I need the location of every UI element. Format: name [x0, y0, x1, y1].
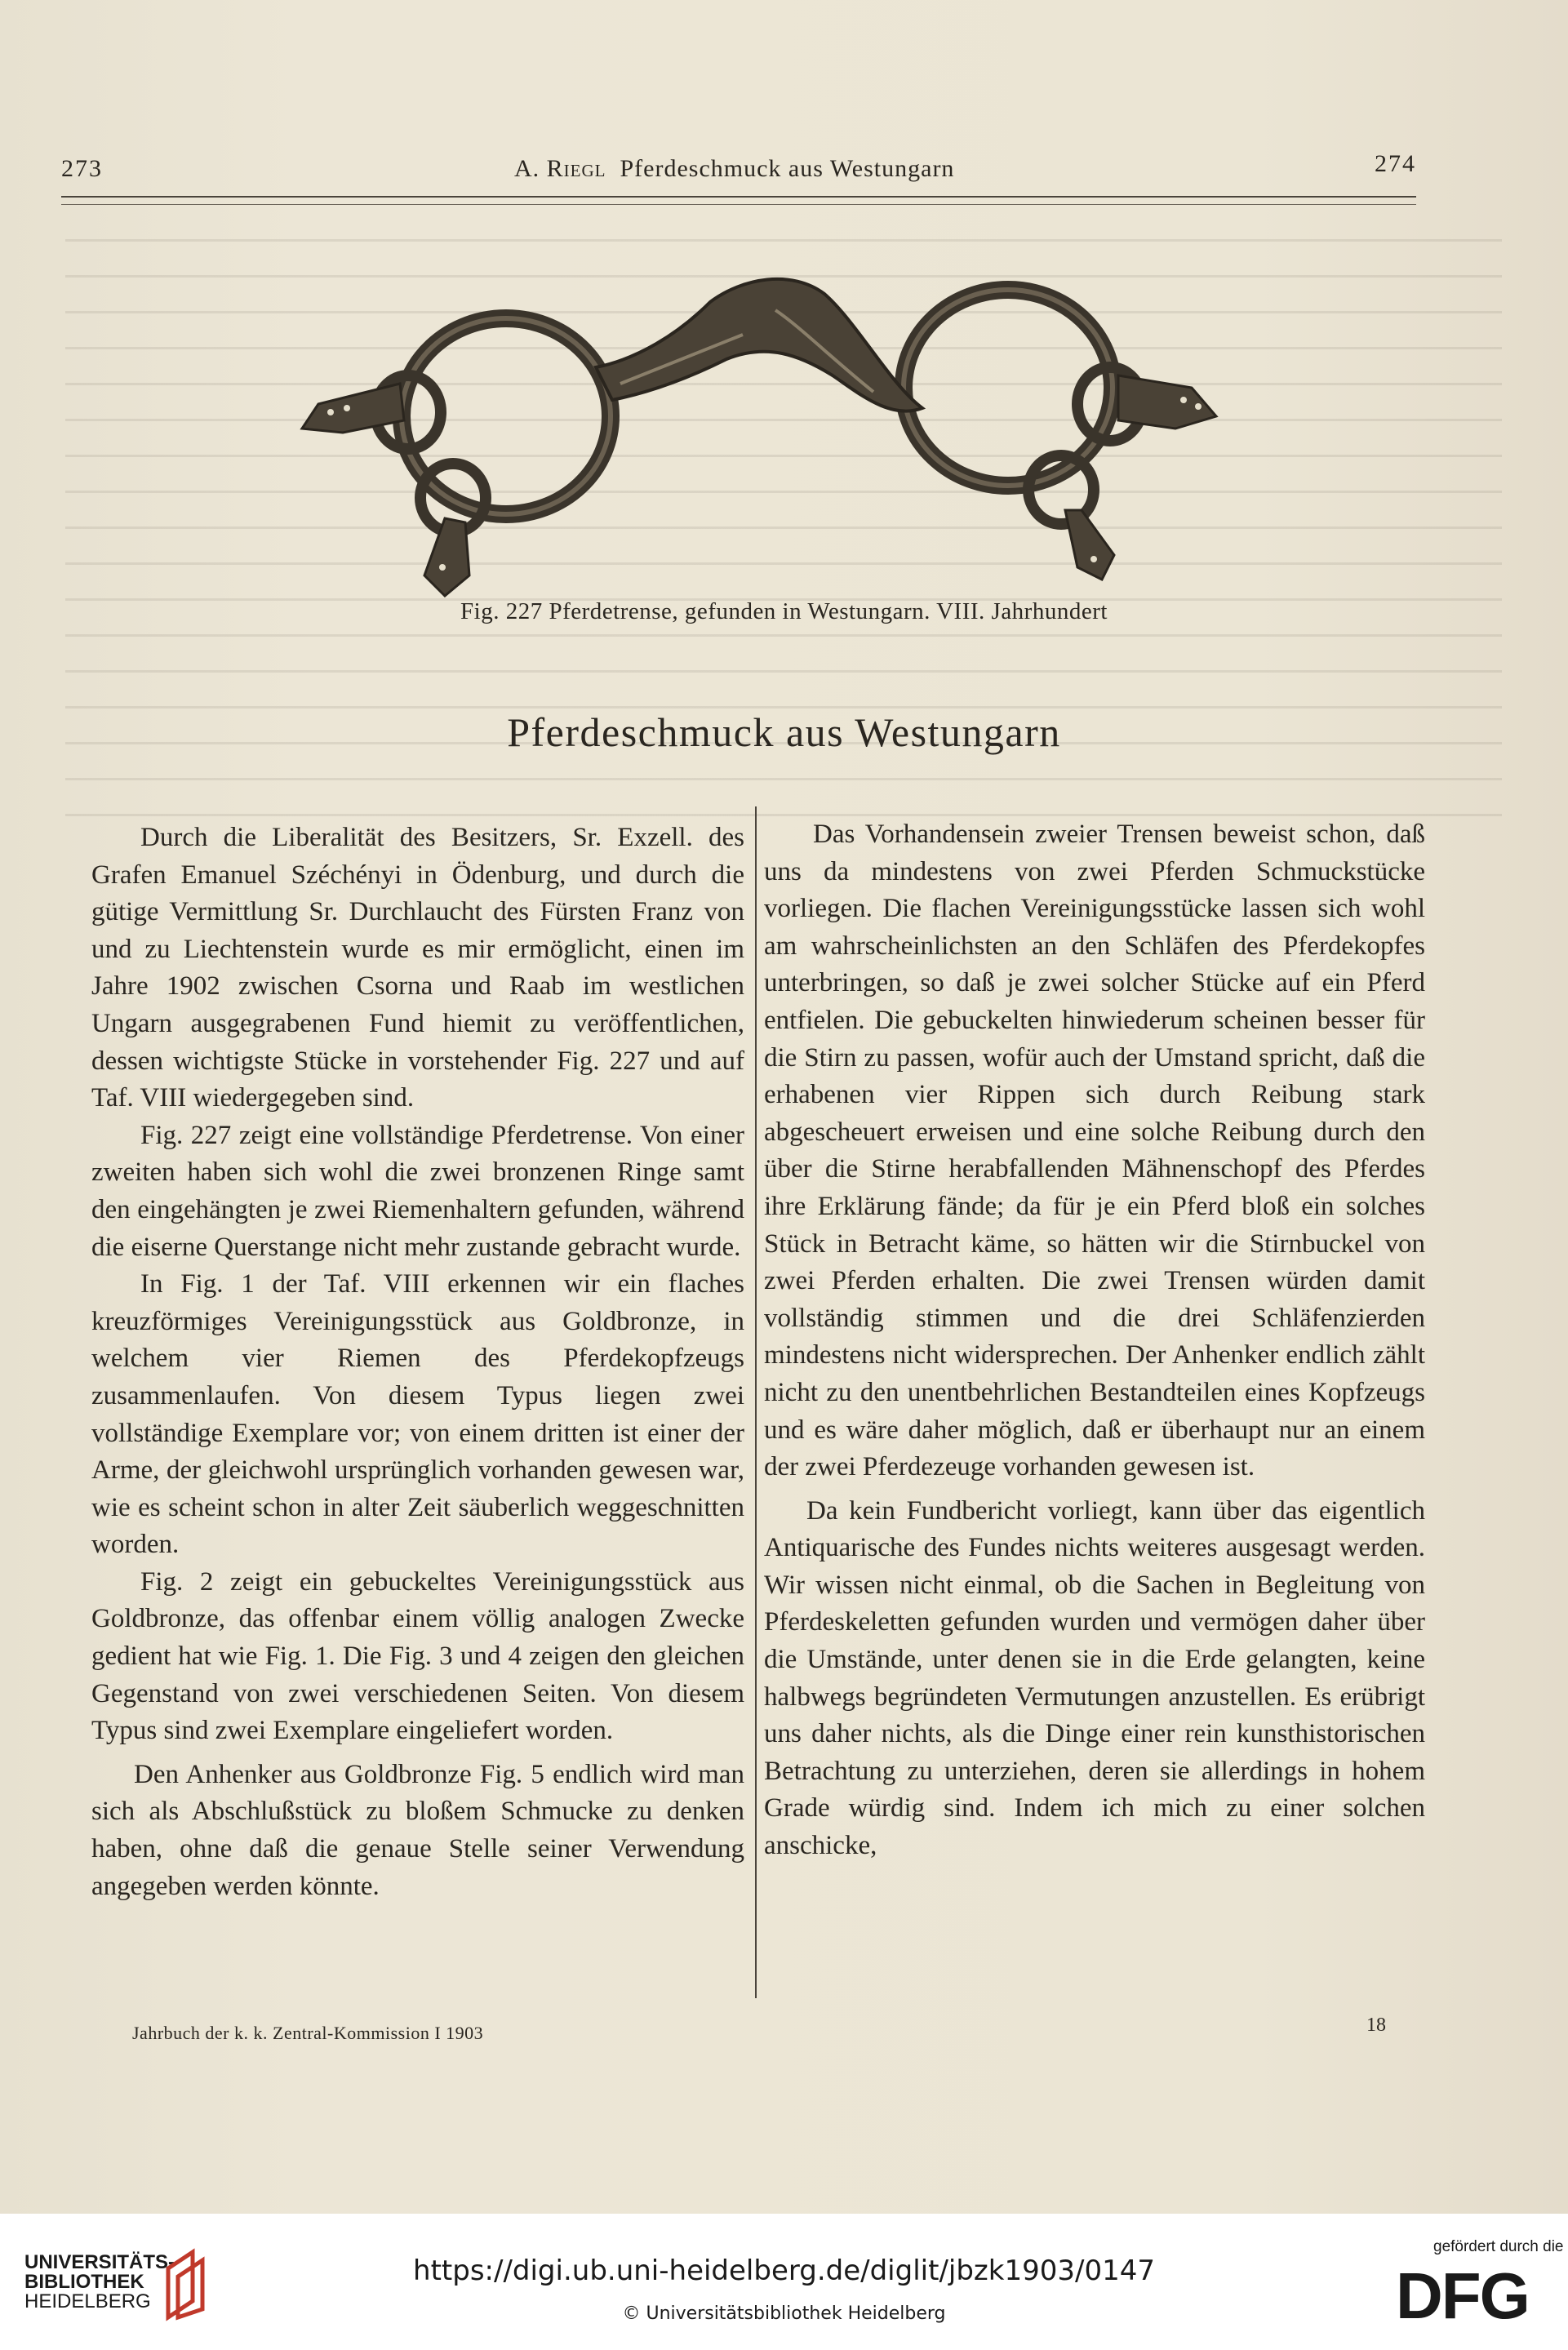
permalink-url[interactable]: https://digi.ub.uni-heidelberg.de/diglit/jbzk1903/0147	[413, 2254, 1155, 2287]
running-header	[61, 150, 1416, 199]
header-rule-thin	[61, 204, 1416, 205]
right-column	[764, 816, 1425, 1865]
paragraph: Den Anhenker aus Goldbronze Fig. 5 endlich wird man sich als Abschlußstück zu bloßem Schmucke zu denken haben, ohne daß die genaue Stelle seiner Verwendung angegeben werden könnte.	[91, 1759, 744, 1901]
column-divider	[755, 806, 757, 1998]
library-line-1: UNIVERSITÄTS-	[24, 2251, 175, 2273]
funding-label: gefördert durch die	[1433, 2238, 1564, 2255]
paragraph: Das Vorhandensein zweier Trensen beweist schon, daß uns da mindestens von zwei Pferden Schmuckstücke vorliegen. Die flachen Vereinigungsstücke lassen sich wohl am wahrscheinlichsten an den Schläfen des Pferdekopfes unterbringen, so daß je zwei solcher Stücke auf ein Pferd entfielen. Die gebuckelten hinwiederum scheinen besser für die Stirn zu passen, wofür auch der Umstand spricht, daß die erhabenen vier Rippen sich durch Reibung stark abgescheuert erweisen und eine solche Reibung durch den über die Stirne herabfallenden Mähnenschopf des Pferdes ihre Erklärung fände; da für je ein Pferd bloß ein solches Stück in Betracht käme, so hätten wir die Stirnbuckel von zwei Pferden erhalten. Die zwei Trensen würden damit vollständig stimmen und die drei Schläfenzierden mindestens nicht widersprechen. Der Anhenker endlich zählt nicht zu den unentbehrlichen Bestandteilen eines Kopfzeugs und es wäre daher möglich, daß er überhaupt nur an einem der zwei Pferdezeuge vorhanden gewesen ist.	[764, 820, 1425, 1482]
horse-bit-illustration	[269, 245, 1241, 604]
library-line-3: HEIDELBERG	[24, 2290, 151, 2312]
left-page-number: 273	[61, 155, 103, 182]
right-snake-head-lower	[1065, 510, 1114, 580]
horse-bit-drawing	[269, 245, 1241, 604]
header-title	[514, 155, 954, 183]
header-rule	[61, 196, 1416, 198]
dfg-logo: DFG	[1396, 2259, 1529, 2332]
paragraph: Fig. 227 zeigt eine vollständige Pferdetrense. Von einer zweiten haben sich wohl die zwei bronzenen Ringe samt den eingehängten je zwei Riemenhaltern gefunden, während die eiserne Querstange nicht mehr zustande gebracht wurde.	[91, 1120, 744, 1262]
figure-caption: Fig. 227 Pferdetrense, gefunden in Westungarn. VIII. Jahrhundert	[460, 598, 1108, 624]
paragraph: Durch die Liberalität des Besitzers, Sr. Exzell. des Grafen Emanuel Széchényi in Ödenburg, und durch die gütige Vermittlung Sr. Durchlaucht des Fürsten Franz von und zu Liechtenstein wurde es mir ermöglicht, einen im Jahre 1902 zwischen Csorna und Raab im westlichen Ungarn ausgegrabenen Fund hiemit zu veröffentlichen, dessen wichtigste Stücke in vorstehender Fig. 227 und auf Taf. VIII wiedergegeben sind.	[91, 823, 744, 1113]
journal-footer: Jahrbuch der k. k. Zentral-Kommission I 1903	[132, 2023, 484, 2043]
header-running-title: Pferdeschmuck aus Westungarn	[620, 155, 955, 182]
right-page-number: 274	[1375, 150, 1416, 177]
left-snake-head-upper	[302, 384, 404, 433]
viewer-footer-bar	[0, 2214, 1568, 2350]
library-line-2: BIBLIOTHEK	[24, 2271, 144, 2293]
paragraph: In Fig. 1 der Taf. VIII erkennen wir ein flaches kreuzförmiges Vereinigungsstück aus Goldbronze, in welchem vier Riemen des Pferdekopfzeugs zusammenlaufen. Von diesem Typus liegen zwei vollständige Exemplare vor; von einem dritten ist einer der Arme, der gleichwohl ursprünglich vorhanden gewesen war, wie es scheint schon in alter Zeit säuberlich weggeschnitten worden.	[91, 1269, 744, 1560]
right-snake-head-upper	[1118, 375, 1216, 429]
copyright-notice: © Universitätsbibliothek Heidelberg	[622, 2303, 946, 2324]
left-column	[91, 820, 744, 1905]
paragraph: Da kein Fundbericht vorliegt, kann über das eigentlich Antiquarische des Fundes nichts weiteres ausgesagt werden. Wir wissen nicht einmal, ob die Sachen in Begleitung von Pferdeskeletten gefunden wurden und vermögen daher über die Umstände, unter denen sie in die Erde gelangten, keine halbwegs begründeten Vermutungen anzustellen. Es erübrigt uns daher nichts, als die Dinge einer rein kunsthistorischen Betrachtung zu unterziehen, deren sie allerdings in hohem Grade würdig sind. Indem ich mich zu einer solchen anschicke,	[764, 1495, 1425, 1861]
paragraph: Fig. 2 zeigt ein gebuckeltes Vereinigungsstück aus Goldbronze, das offenbar einem völlig analogen Zwecke gedient hat wie Fig. 1. Die Fig. 3 und 4 zeigen den gleichen Gegenstand von zwei verschiedenen Seiten. Von diesem Typus sind zwei Exemplare eingeliefert worden.	[91, 1566, 744, 1746]
article-title: Pferdeschmuck aus Westungarn	[507, 709, 1061, 755]
signature-mark: 18	[1366, 2015, 1386, 2036]
header-author: A. Riegl	[514, 155, 606, 182]
